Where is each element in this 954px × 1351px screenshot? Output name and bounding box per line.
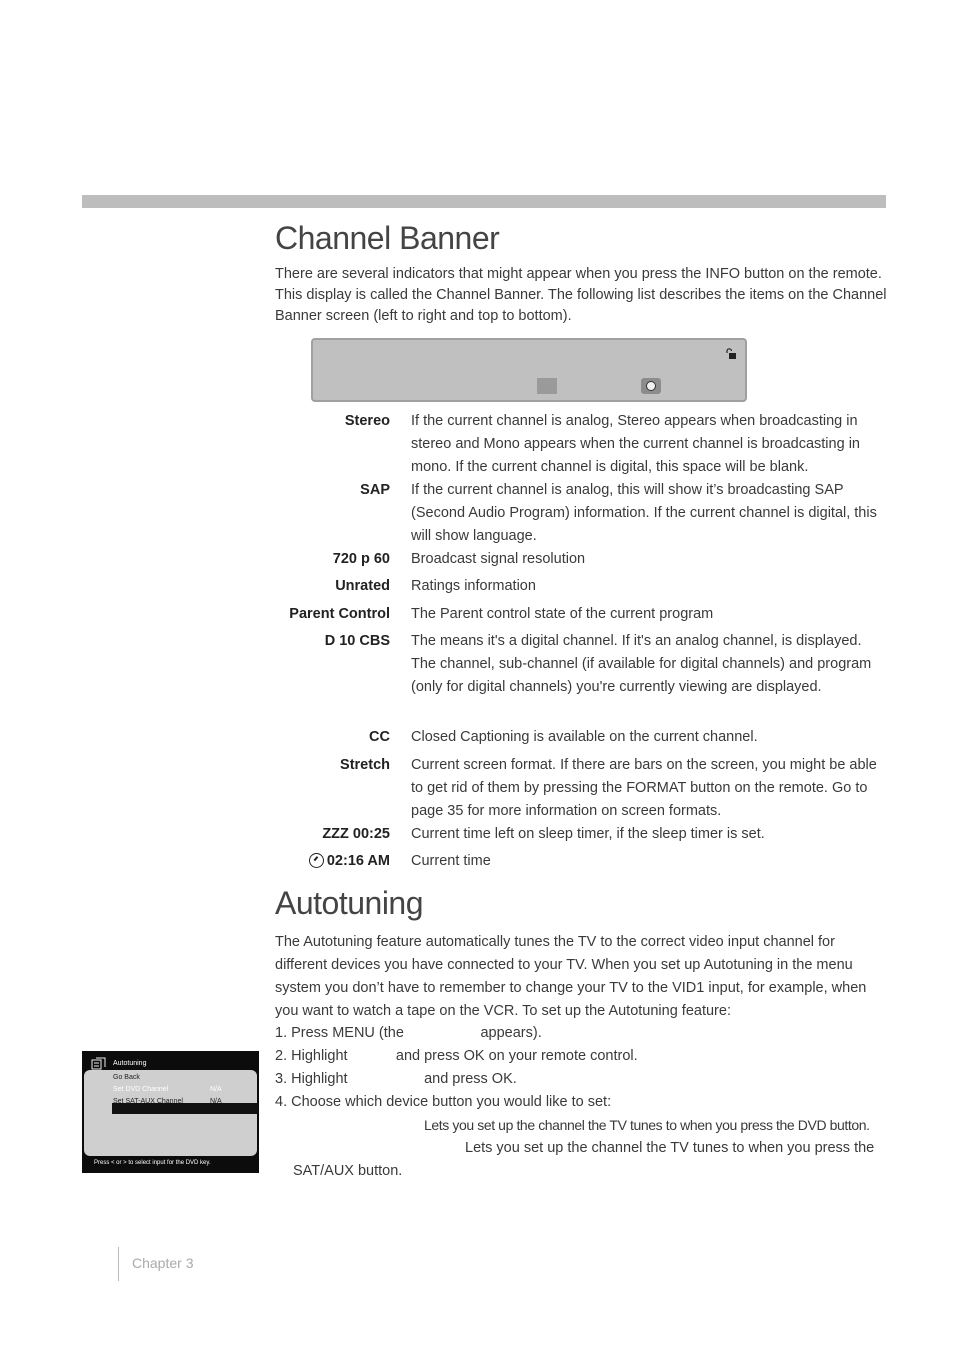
- step-4: 4. Choose which device button you would like to set:: [275, 1094, 612, 1110]
- item-definition: If the current channel is analog, this will show it’s broadcasting SAP (Second Audio Program) information. If the current channel is digital, this will show language.: [411, 482, 877, 544]
- item-definition: The Parent control state of the current program: [411, 606, 714, 622]
- menu-item-go-back[interactable]: Go Back: [113, 1074, 140, 1081]
- item-definition: The means it's a digital channel. If it's an analog channel, is displayed. The channel, sub-channel (if available for digital channels) and program (only for digital channels) you're currently viewing are displayed.: [411, 633, 872, 695]
- menu-hint: Press < or > to select input for the DVD key.: [94, 1160, 211, 1166]
- menu-item-value: N/A: [210, 1086, 222, 1093]
- section-title-autotuning: Autotuning: [275, 885, 424, 921]
- item-term: CC: [369, 729, 390, 745]
- channel-banner-intro: There are several indicators that might appear when you press the INFO button on the remote. This display is called the Channel Banner. The following list describes the items on the Channel Banner screen (left to right and top to bottom).: [275, 266, 887, 324]
- item-term: SAP: [360, 482, 390, 498]
- banner-indicator-box: [537, 378, 557, 394]
- item-term: ZZZ 00:25: [322, 826, 390, 842]
- sub-step-sat-aux: Lets you set up the channel the TV tunes to when you press the: [465, 1140, 875, 1156]
- item-definition: Current time left on sleep timer, if the sleep timer is set.: [411, 826, 765, 842]
- clock-icon: [309, 853, 324, 868]
- item-term: 720 p 60: [332, 551, 390, 567]
- section-title-channel-banner: Channel Banner: [275, 220, 500, 256]
- item-definition: Closed Captioning is available on the current channel.: [411, 729, 758, 745]
- item-term: Unrated: [335, 578, 390, 594]
- item-term: D 10 CBS: [324, 633, 390, 649]
- menu-item-value: N/A: [210, 1098, 222, 1105]
- item-term: Parent Control: [289, 606, 390, 622]
- step-2: 2. Highlight and press OK on your remote control.: [275, 1048, 638, 1064]
- item-term-text: 02:16 AM: [326, 853, 390, 869]
- step-1: 1. Press MENU (the appears).: [275, 1025, 542, 1041]
- item-definition: Current time: [411, 853, 491, 869]
- menu-title: Autotuning: [113, 1060, 147, 1067]
- item-definition: Current screen format. If there are bars on the screen, you might be able to get rid of them by pressing the FORMAT button on the remote. Go to page 35 for more information on screen formats.: [411, 757, 877, 819]
- item-definition: Broadcast signal resolution: [411, 551, 586, 567]
- autotuning-menu-icon: [91, 1057, 108, 1071]
- item-term-time: [250, 850, 390, 873]
- unlock-icon: [725, 348, 737, 360]
- disc-icon: [641, 378, 661, 394]
- menu-panel: [84, 1070, 257, 1156]
- menu-item-set-sat-aux-channel[interactable]: Set SAT-AUX Channel: [113, 1098, 183, 1105]
- sub-step-dvd: Lets you set up the channel the TV tunes to when you press the DVD button.: [424, 1117, 870, 1133]
- menu-item-set-dvd-channel[interactable]: Set DVD Channel: [113, 1086, 169, 1093]
- autotuning-intro: The Autotuning feature automatically tunes the TV to the correct video input channel for different devices you have connected to your TV. When you set up Autotuning in the menu system you don’t have to remember to change your TV to the VID1 input, for example, when you want to watch a tape on the VCR. To set up the Autotuning feature:: [275, 934, 867, 1019]
- autotuning-menu-screenshot: [82, 1051, 259, 1173]
- chapter-label: Chapter 3: [132, 1255, 194, 1271]
- step-3: 3. Highlight and press OK.: [275, 1071, 517, 1087]
- item-definition: If the current channel is analog, Stereo appears when broadcasting in stereo and Mono appears when the current channel is broadcasting in mono. If the current channel is digital, this space will be blank.: [411, 413, 860, 475]
- item-definition: Ratings information: [411, 578, 536, 594]
- item-term: Stereo: [344, 413, 390, 429]
- channel-banner-screen: [311, 338, 747, 402]
- section-header-bar: [82, 195, 886, 208]
- footer-divider: [118, 1247, 119, 1281]
- sub-step-sat-aux-cont: SAT/AUX button.: [293, 1163, 403, 1179]
- item-term: Stretch: [340, 757, 390, 773]
